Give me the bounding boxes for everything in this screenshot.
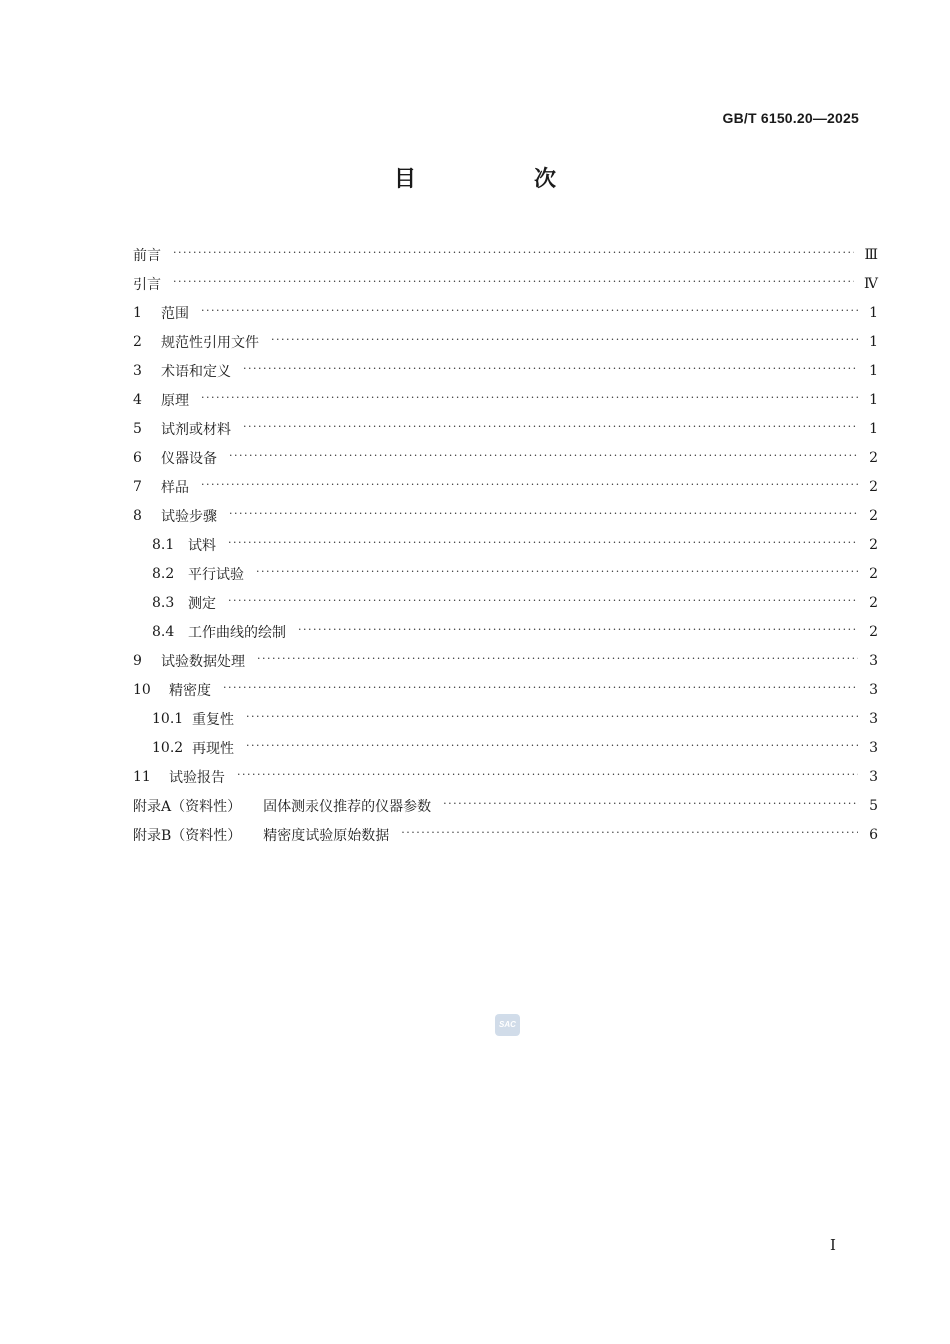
toc-entry[interactable] [133,240,878,269]
toc-entry[interactable] [133,820,878,849]
toc-dot-leader [201,478,858,491]
toc-entry[interactable] [133,327,878,356]
toc-entry-page: 2 [869,449,878,466]
toc-entry[interactable] [133,559,878,588]
toc-dot-leader [243,362,858,375]
toc-entry-number: 8 [133,507,142,524]
toc-entry-page: 2 [869,565,878,582]
toc-entry-number: 附录A（资料性） [133,798,242,815]
toc-entry-label: 再现性 [192,740,234,757]
toc-entry-page: 3 [869,768,878,785]
toc-entry[interactable] [133,269,878,298]
toc-entry[interactable] [133,675,878,704]
toc-entry-label: 试验报告 [169,769,225,786]
toc-dot-leader [228,536,858,549]
toc-entry-label: 样品 [161,479,189,496]
toc-entry[interactable] [133,791,878,820]
toc-dot-leader [298,623,858,636]
toc-entry-label: 固体测汞仪推荐的仪器参数 [263,798,432,815]
toc-entry-page: 3 [869,652,878,669]
toc-dot-leader [401,826,858,839]
toc-dot-leader [173,246,854,259]
toc-entry-label: 试验数据处理 [161,653,245,670]
toc-entry-page: 3 [869,710,878,727]
toc-entry-page: Ⅳ [864,275,878,292]
toc-entry-number: 1 [133,304,142,321]
toc-dot-leader [443,797,858,810]
toc-entry-label: 测定 [188,595,216,612]
footer-page-number: Ⅰ [830,1236,836,1254]
toc-entry-page: 1 [869,391,878,408]
standard-code: GB/T 6150.20—2025 [722,110,859,126]
toc-entry-label: 规范性引用文件 [161,334,259,351]
toc-entry-label: 试验步骤 [161,508,217,525]
toc-dot-leader [256,565,858,578]
toc-entry-label: 试料 [188,537,216,554]
toc-entry-label: 精密度试验原始数据 [263,827,390,844]
toc-entry-number: 9 [133,652,142,669]
toc-entry[interactable] [133,588,878,617]
toc-entry-number: 10 [133,681,151,698]
toc-dot-leader [201,391,858,404]
toc-dot-leader [246,710,858,723]
toc-entry-label: 工作曲线的绘制 [188,624,286,641]
toc-entry[interactable] [133,356,878,385]
toc-entry-label: 精密度 [169,682,211,699]
toc-entry[interactable] [133,385,878,414]
toc-entry[interactable] [133,298,878,327]
toc-entry[interactable] [133,646,878,675]
toc-entry-label: 范围 [161,305,189,322]
toc-entry-page: 6 [869,826,878,843]
toc-entry-label: 试剂或材料 [161,421,231,438]
toc-entry-page: 3 [869,681,878,698]
toc-entry-label: 仪器设备 [161,450,217,467]
toc-entry-label: 术语和定义 [161,363,231,380]
toc-entry-page: 2 [869,536,878,553]
toc-entry-number: 3 [133,362,142,379]
toc-dot-leader [229,507,858,520]
toc-entry-label: 引言 [133,276,161,293]
toc-entry-number: 10.1 [152,710,184,727]
toc-entry-label: 平行试验 [188,566,244,583]
toc-entry-label: 原理 [161,392,189,409]
toc-entry-page: 3 [869,739,878,756]
toc-entry[interactable] [133,733,878,762]
toc-entry-number: 2 [133,333,142,350]
toc-entry-page: 2 [869,478,878,495]
toc-dot-leader [246,739,858,752]
toc-entry-number: 7 [133,478,142,495]
toc-entry[interactable] [133,762,878,791]
toc-entry-page: 1 [869,362,878,379]
toc-entry-number: 8.4 [152,623,175,640]
toc-entry[interactable] [133,704,878,733]
toc-entry[interactable] [133,617,878,646]
table-of-contents [133,240,878,849]
toc-dot-leader [223,681,858,694]
toc-entry-number: 4 [133,391,142,408]
toc-entry-page: 2 [869,594,878,611]
toc-entry-number: 10.2 [152,739,184,756]
toc-dot-leader [243,420,858,433]
toc-entry-label: 前言 [133,247,161,264]
toc-entry-label: 重复性 [192,711,234,728]
toc-dot-leader [229,449,858,462]
toc-dot-leader [228,594,858,607]
toc-entry-number: 8.1 [152,536,175,553]
toc-entry-number: 8.2 [152,565,175,582]
toc-entry-page: Ⅲ [864,246,878,263]
toc-dot-leader [173,275,854,288]
sac-watermark-logo: SAC [495,1014,520,1036]
toc-entry-number: 6 [133,449,142,466]
toc-entry-page: 2 [869,507,878,524]
toc-entry-page: 2 [869,623,878,640]
toc-entry-number: 8.3 [152,594,175,611]
page-title: 目 次 [393,167,604,192]
toc-dot-leader [237,768,858,781]
toc-entry-page: 1 [869,304,878,321]
toc-entry-number: 附录B（资料性） [133,827,242,844]
toc-entry[interactable] [133,501,878,530]
toc-entry[interactable] [133,530,878,559]
toc-entry-page: 1 [869,333,878,350]
toc-entry[interactable] [133,414,878,443]
toc-dot-leader [201,304,858,317]
toc-entry[interactable] [133,472,878,501]
toc-entry[interactable] [133,443,878,472]
toc-dot-leader [271,333,858,346]
toc-entry-page: 1 [869,420,878,437]
toc-entry-number: 11 [133,768,151,785]
toc-entry-number: 5 [133,420,142,437]
toc-entry-page: 5 [869,797,878,814]
toc-dot-leader [257,652,858,665]
